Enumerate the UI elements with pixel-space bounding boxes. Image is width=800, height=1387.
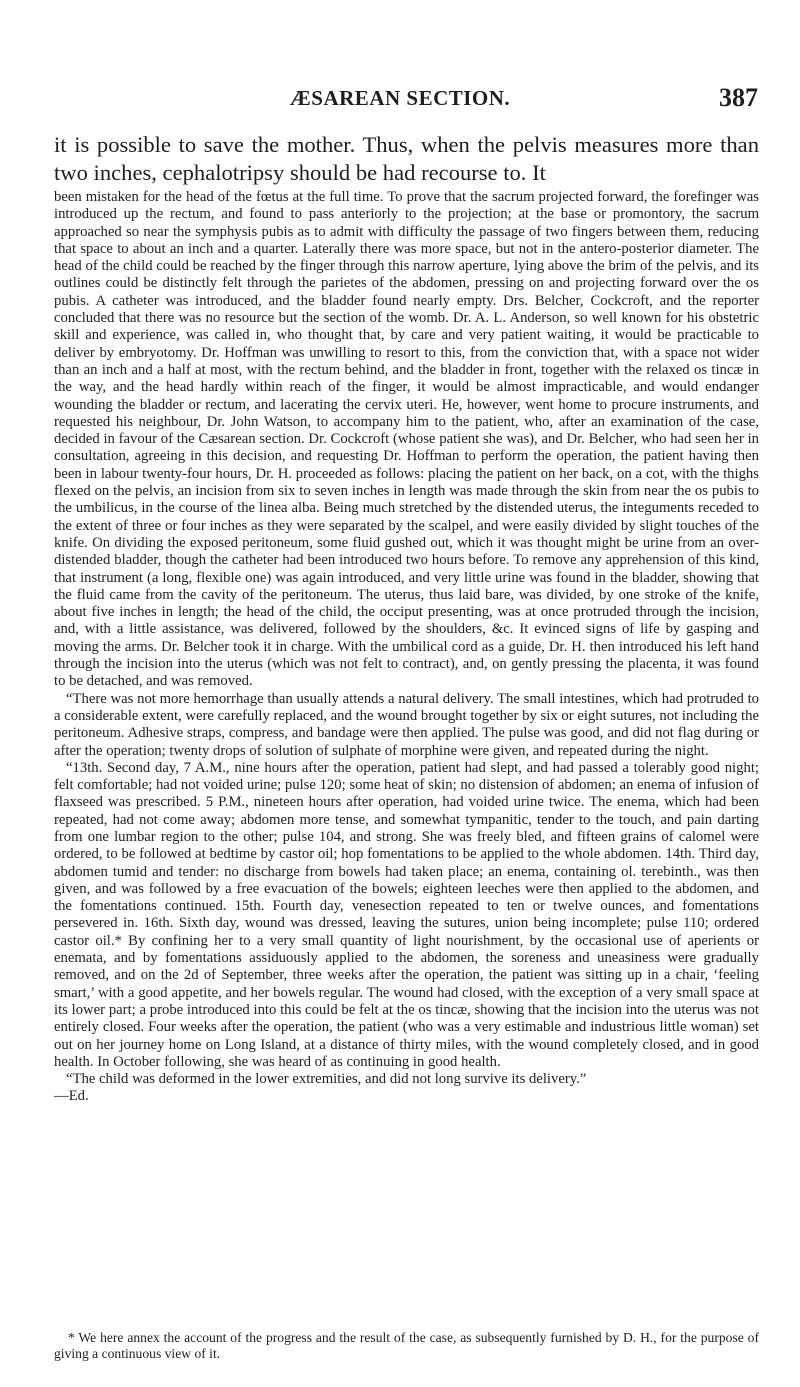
paragraph-4: “The child was deformed in the lower extremities, and did not long survive its delivery.” <box>66 1071 587 1088</box>
running-head: ÆSAREAN SECTION. <box>289 86 511 110</box>
page-header <box>0 83 800 116</box>
page-number: 387 <box>719 83 758 112</box>
footnote: * We here annex the account of the progress and the result of the case, as subsequently furnished by D. H., for the purpose of giving a continuous view of it. <box>54 1330 759 1361</box>
paragraph-1: been mistaken for the head of the fœtus at the full time. To prove that the sacrum projected forward, the forefinger was introduced up the rectum, and found to pass anteriorly to the projection; at the base or promontory, the sacrum approached so near the symphysis pubis as to admit with difficulty the passage of two fingers between them, reducing that space to about an inch and a quarter. Laterally there was more space, but not in the antero-posterior diameter. The head of the child could be reached by the finger through this narrow aperture, lying above the brim of the pelvis, and its outlines could be distinctly felt through the parietes of the abdomen, pressing on and projecting forward over the os pubis. A catheter was introduced, and the bladder found nearly empty. Drs. Belcher, Cockcroft, and the reporter concluded that there was no resource but the section of the womb. Dr. A. L. Anderson, so well known for his obstetric skill and experience, was called in, who thought that, by care and very patient waiting, it would be practicable to deliver by embryotomy. Dr. Hoffman was unwilling to resort to this, from the conviction that, with a space not wider than an inch and a half at most, with the rectum behind, and the bladder in front, together with the relaxed os tincæ in the way, and the head hardly within reach of the finger, it would be almost impracticable, and would endanger wounding the bladder or rectum, and lacerating the cervix uteri. He, however, went home to procure instruments, and requested his neighbour, Dr. John Watson, to accompany him to the patient, who, after an examination of the case, decided in favour of the Cæsarean section. Dr. Cockcroft (whose patient she was), and Dr. Belcher, who had seen her in consultation, agreeing in this decision, and requesting Dr. Hoffman to perform the operation, the patient having then been in labour twenty-four hours, Dr. H. proceeded as follows: placing the patient on her back, on a cot, with the thighs flexed on the pelvis, an incision from six to seven inches in length was made through the skin from near the os pubis to the umbilicus, in the course of the linea alba. Being much stretched by the distended uterus, the integuments receded to the extent of three or four inches as they were separated by the scalpel, and were easily divided by slight touches of the knife. On dividing the exposed peritoneum, some fluid gushed out, which it was thought might be urine from an over-distended bladder, though the catheter had been introduced two hours before. To remove any apprehension of this kind, that instrument (a long, flexible one) was again introduced, and very little urine was found in the bladder, showing that the fluid came from the cavity of the peritoneum. The uterus, thus laid bare, was divided, by one stroke of the knife, about five inches in length; the head of the child, the occiput presenting, was at once protruded through the incision, and, with a little assistance, was delivered, followed by the shoulders, &c. It evinced signs of life by gasping and moving the arms. Dr. Belcher took it in charge. With the umbilical cord as a guide, Dr. H. then introduced his left hand through the incision into the uterus (which was not felt to contract), and, on gently pressing the placenta, it was found to be detached, and was removed. <box>54 189 759 690</box>
body-text <box>54 189 759 1106</box>
editor-signature: —Ed. <box>54 1088 89 1105</box>
paragraph-3: “13th. Second day, 7 A.M., nine hours after the operation, patient had slept, and had passed a tolerably good night; felt comfortable; had not voided urine; pulse 120; some heat of skin; no distension of abdomen; an enema of infusion of flaxseed was prescribed. 5 P.M., nineteen hours after operation, had voided urine twice. The enema, which had been repeated, had not come away; abdomen more tense, and somewhat tympanitic, tender to the touch, and pain darting from one lumbar region to the other; pulse 104, and strong. She was freely bled, and fifteen grains of calomel were ordered, to be followed at bedtime by castor oil; hop fomentations to be applied to the whole abdomen. 14th. Third day, abdomen tumid and tender: no discharge from bowels had taken place; an enema, containing ol. terebinth., was then given, and was followed by a free evacuation of the bowels; eighteen leeches were then applied to the abdomen, and the fomentations continued. 15th. Fourth day, venesection repeated to ten or twelve ounces, and fomentations persevered in. 16th. Sixth day, wound was dressed, leaving the sutures, union being incomplete; pulse 110; ordered castor oil.* By confining her to a very small quantity of light nourishment, by the occasional use of aperients or enemata, and by fomentations assiduously applied to the abdomen, the soreness and uneasiness were gradually removed, and on the 2d of September, three weeks after the operation, the patient was sitting up in a chair, ‘feeling smart,’ with a good appetite, and her bowels regular. The wound had closed, with the exception of a very small space at its lower part; a probe introduced into this could be felt at the os tincæ, showing that the incision into the uterus was not entirely closed. Four weeks after the operation, the patient (who was a very estimable and industrious little woman) set out on her journey home on Long Island, at a distance of thirty miles, with the wound completely closed, and in good health. In October following, she was heard of as continuing in good health. <box>54 759 759 1070</box>
lead-paragraph: it is possible to save the mother. Thus, when the pelvis measures more than two inches, cephalotripsy should be had recourse to. It <box>54 132 759 185</box>
paragraph-2: “There was not more hemorrhage than usually attends a natural delivery. The small intestines, which had protruded to a considerable extent, were carefully replaced, and the wound brought together by six or eight sutures, not including the peritoneum. Adhesive straps, compress, and bandage were then applied. The pulse was good, and did not flag during or after the operation; twenty drops of solution of sulphate of morphine were given, and repeated during the night. <box>54 690 759 759</box>
